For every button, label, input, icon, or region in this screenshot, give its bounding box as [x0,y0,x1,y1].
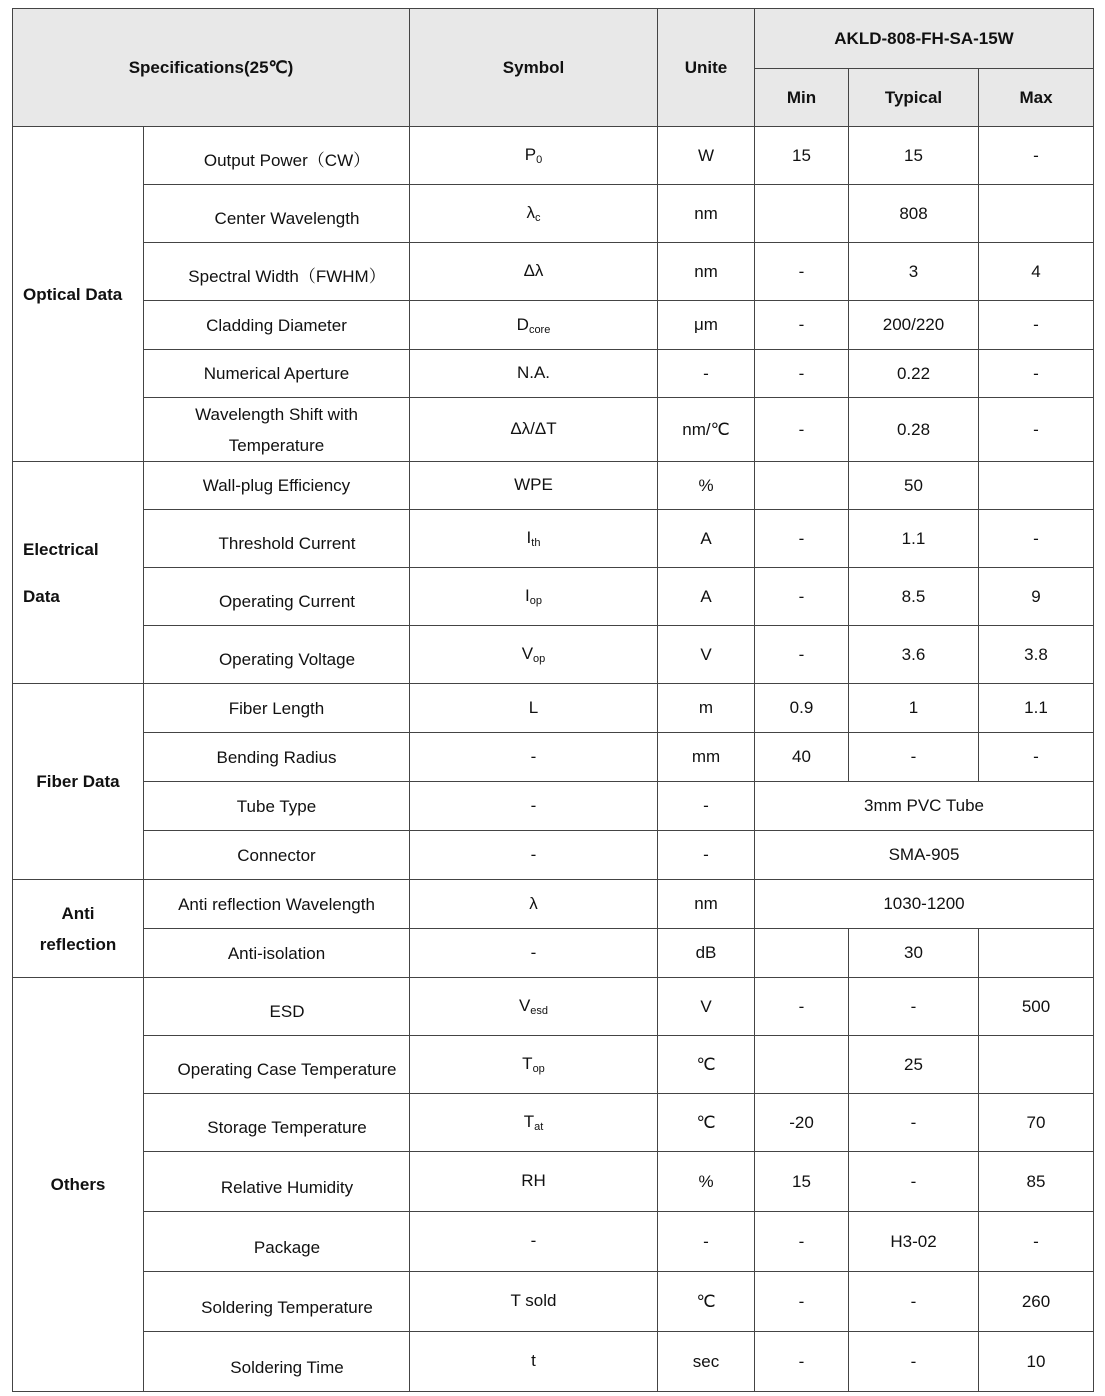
model-header: AKLD-808-FH-SA-15W [755,9,1094,69]
unit-cell: nm/℃ [658,398,755,462]
symbol-cell: $D_{core}$ [410,301,658,350]
table-row [13,243,1094,301]
unit-cell: A [658,510,755,568]
typical-header: Typical [849,69,979,127]
table-row [13,1094,1094,1152]
symbol-cell: t [410,1332,658,1392]
max-cell: 3.8 [979,626,1094,684]
spec-header: Specifications(25℃) [13,9,410,127]
param-cell: Operating Case Temperature [144,1036,410,1094]
max-cell [979,185,1094,243]
group-anti-reflection: Anti reflection [13,880,144,978]
max-cell [979,462,1094,510]
max-cell: 10 [979,1332,1094,1392]
param-cell: Tube Type [144,782,410,831]
typical-cell: 50 [849,462,979,510]
group-fiber-data: Fiber Data [13,684,144,880]
param-cell: Wall-plug Efficiency [144,462,410,510]
max-cell: - [979,733,1094,782]
min-cell: - [755,510,849,568]
max-cell: - [979,1212,1094,1272]
table-row [13,1212,1094,1272]
table-row [13,1332,1094,1392]
min-cell: - [755,1272,849,1332]
typical-cell: 15 [849,127,979,185]
min-cell: - [755,301,849,350]
symbol-cell: WPE [410,462,658,510]
min-cell [755,462,849,510]
max-cell: - [979,398,1094,462]
unit-cell: nm [658,185,755,243]
symbol-cell: $I_{op}$ [410,568,658,626]
param-cell: ESD [144,978,410,1036]
group-electrical-data: Electrical Data [13,462,144,684]
min-cell: - [755,1212,849,1272]
table-row [13,684,1094,733]
min-cell: 40 [755,733,849,782]
min-cell: - [755,1332,849,1392]
max-cell: - [979,127,1094,185]
symbol-cell: T sold [410,1272,658,1332]
param-cell: Storage Temperature [144,1094,410,1152]
table-row [13,626,1094,684]
table-row [13,301,1094,350]
param-cell: Numerical Aperture [144,350,410,398]
symbol-cell: - [410,733,658,782]
min-header: Min [755,69,849,127]
param-cell: Operating Voltage [144,626,410,684]
max-cell: 260 [979,1272,1094,1332]
table-row [13,568,1094,626]
table-row [13,350,1094,398]
symbol-cell: - [410,782,658,831]
param-cell: Relative Humidity [144,1152,410,1212]
param-cell: Threshold Current [144,510,410,568]
min-cell [755,185,849,243]
table-row [13,831,1094,880]
min-cell: 0.9 [755,684,849,733]
min-cell: 15 [755,1152,849,1212]
unit-cell: mm [658,733,755,782]
table-row [13,127,1094,185]
symbol-cell: $I_{th}$ [410,510,658,568]
unit-cell: A [658,568,755,626]
unit-cell: m [658,684,755,733]
min-cell: - [755,978,849,1036]
typical-cell: 200/220 [849,301,979,350]
typical-cell: - [849,733,979,782]
param-cell: Fiber Length [144,684,410,733]
symbol-cell: - [410,929,658,978]
min-cell [755,1036,849,1094]
typical-cell: 30 [849,929,979,978]
symbol-cell: - [410,1212,658,1272]
group-others: Others [13,978,144,1392]
param-cell: Soldering Time [144,1332,410,1392]
min-cell: 15 [755,127,849,185]
param-cell: Wavelength Shift with Temperature [144,398,410,462]
table-row [13,185,1094,243]
unit-cell: - [658,782,755,831]
typical-cell: 3 [849,243,979,301]
max-cell: 70 [979,1094,1094,1152]
typical-cell: 8.5 [849,568,979,626]
table-row [13,462,1094,510]
typical-cell: - [849,1152,979,1212]
param-cell: Spectral Width（FWHM） [144,243,410,301]
min-cell: - [755,243,849,301]
unit-cell: W [658,127,755,185]
unit-cell: V [658,978,755,1036]
value-span-cell: 1030-1200 [755,880,1094,929]
table-row [13,398,1094,462]
value-span-cell: 3mm PVC Tube [755,782,1094,831]
unit-cell: % [658,462,755,510]
max-cell: - [979,510,1094,568]
unit-cell: % [658,1152,755,1212]
value-span-cell: SMA-905 [755,831,1094,880]
unit-cell: V [658,626,755,684]
max-header: Max [979,69,1094,127]
typical-cell: 3.6 [849,626,979,684]
max-cell: - [979,301,1094,350]
symbol-cell: λ [410,880,658,929]
symbol-cell: - [410,831,658,880]
typical-cell: 0.28 [849,398,979,462]
param-cell: Anti-isolation [144,929,410,978]
symbol-cell: $\lambda_c$ [410,185,658,243]
symbol-cell: Δλ/ΔT [410,398,658,462]
table-row [13,880,1094,929]
table-row [13,978,1094,1036]
unit-cell: ℃ [658,1094,755,1152]
unit-cell: ℃ [658,1272,755,1332]
group-label: Optical Data [23,284,123,304]
max-cell: 1.1 [979,684,1094,733]
symbol-cell: $T_{op}$ [410,1036,658,1094]
symbol-header: Symbol [410,9,658,127]
unit-cell: - [658,350,755,398]
typical-cell: - [849,1272,979,1332]
min-cell: - [755,350,849,398]
symbol-cell: $T_{at}$ [410,1094,658,1152]
unit-cell: nm [658,243,755,301]
symbol-cell: RH [410,1152,658,1212]
max-cell: - [979,350,1094,398]
param-cell: Center Wavelength [144,185,410,243]
param-cell: Package [144,1212,410,1272]
group-optical-data [13,127,144,462]
typical-cell: 808 [849,185,979,243]
unit-cell: - [658,1212,755,1272]
typical-cell: - [849,1094,979,1152]
min-cell: - [755,398,849,462]
symbol-cell: $V_{op}$ [410,626,658,684]
unit-header: Unite [658,9,755,127]
typical-cell: 0.22 [849,350,979,398]
unit-cell: nm [658,880,755,929]
min-cell [755,929,849,978]
table-row [13,1152,1094,1212]
symbol-cell: $P_0$ [410,127,658,185]
min-cell: -20 [755,1094,849,1152]
typical-cell: 1.1 [849,510,979,568]
min-cell: - [755,568,849,626]
unit-cell: ℃ [658,1036,755,1094]
typical-cell: 1 [849,684,979,733]
max-cell: 85 [979,1152,1094,1212]
param-cell: Anti reflection Wavelength [144,880,410,929]
min-cell: - [755,626,849,684]
max-cell: 9 [979,568,1094,626]
typical-cell: 25 [849,1036,979,1094]
max-cell [979,929,1094,978]
table-row [13,1272,1094,1332]
symbol-cell: N.A. [410,350,658,398]
unit-cell: dB [658,929,755,978]
typical-cell: - [849,978,979,1036]
unit-cell: - [658,831,755,880]
symbol-cell: L [410,684,658,733]
max-cell [979,1036,1094,1094]
param-cell: Cladding Diameter [144,301,410,350]
param-cell: Bending Radius [144,733,410,782]
param-cell: Connector [144,831,410,880]
max-cell: 4 [979,243,1094,301]
max-cell: 500 [979,978,1094,1036]
table-row [13,733,1094,782]
specifications-table [12,8,1094,1392]
typical-cell: - [849,1332,979,1392]
table-row [13,1036,1094,1094]
param-cell: Soldering Temperature [144,1272,410,1332]
symbol-cell: $V_{esd}$ [410,978,658,1036]
symbol-cell: Δλ [410,243,658,301]
typical-cell: H3-02 [849,1212,979,1272]
param-cell: Output Power（CW） [144,127,410,185]
param-cell: Operating Current [144,568,410,626]
table-row [13,782,1094,831]
table-row [13,510,1094,568]
table-row [13,929,1094,978]
unit-cell: sec [658,1332,755,1392]
unit-cell: μm [658,301,755,350]
